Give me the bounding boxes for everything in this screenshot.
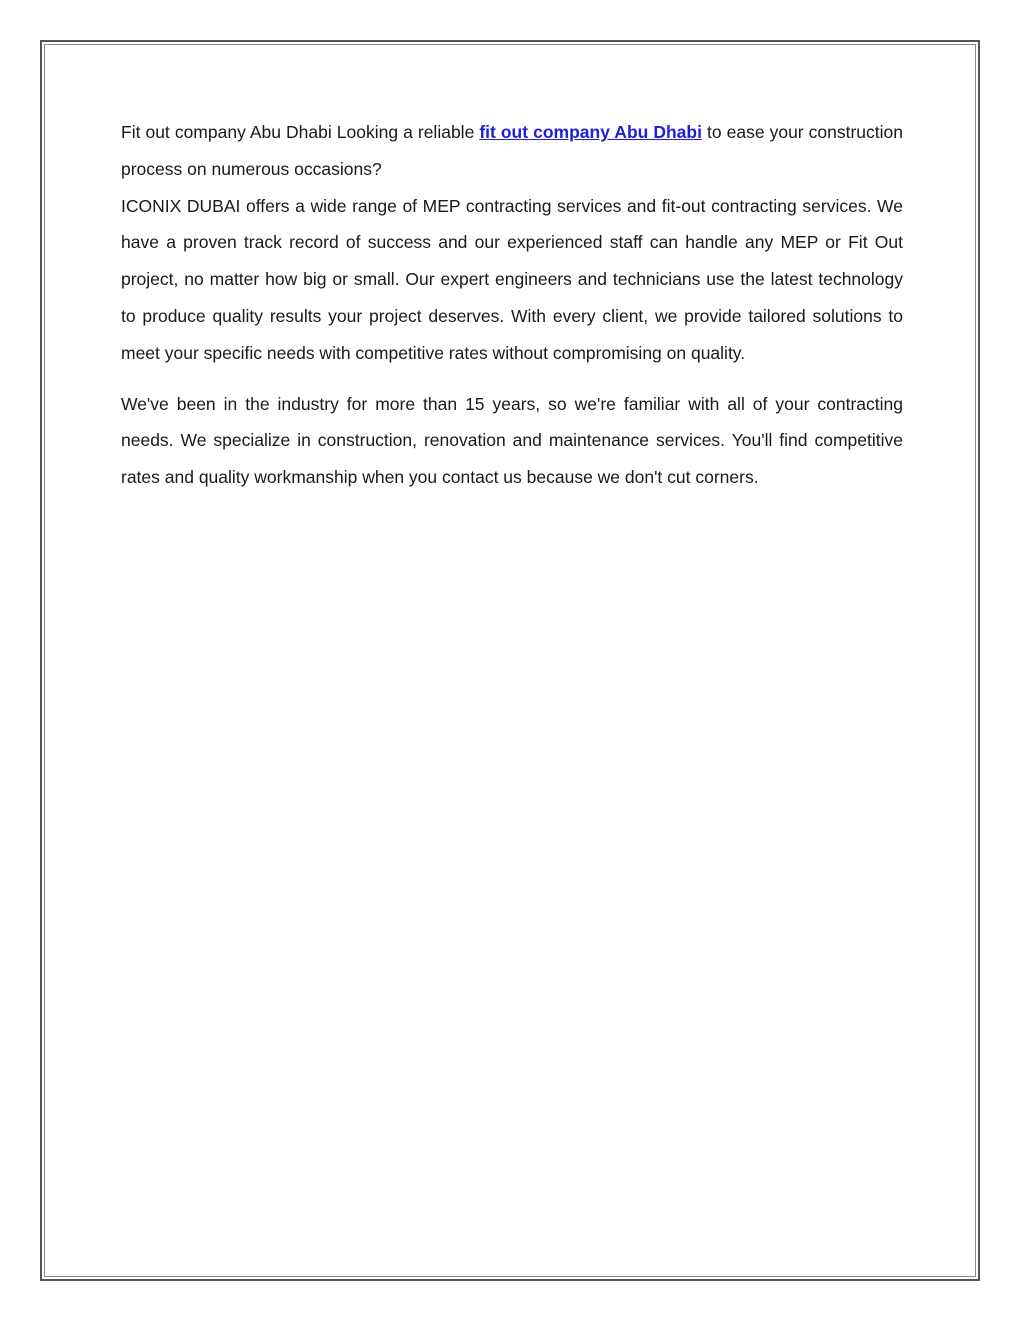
experience-paragraph: We've been in the industry for more than 15 years, so we're familiar with all of your contracting needs. We specialize in construction, renovation and maintenance services. You'll find competitive rates and quality workmanship when you contact us because we don't cut corners. [121,393,903,488]
document-body [121,114,903,496]
services-paragraph: ICONIX DUBAI offers a wide range of MEP contracting services and fit-out contracting services. We have a proven track record of success and our experienced staff can handle any MEP or Fit Out project, no matter how big or small. Our expert engineers and technicians use the latest technology to produce quality results your project deserves. With every client, we provide tailored solutions to meet your specific needs with competitive rates without compromising on quality. [121,195,903,363]
intro-text-before-link: Fit out company Abu Dhabi Looking a reliable [121,122,480,142]
intro-text-after-link: to ease your construction process on numerous occasions? [121,122,904,179]
intro-paragraph [121,114,903,188]
fit-out-company-abu-dhabi-link[interactable]: fit out company Abu Dhabi [479,122,702,142]
